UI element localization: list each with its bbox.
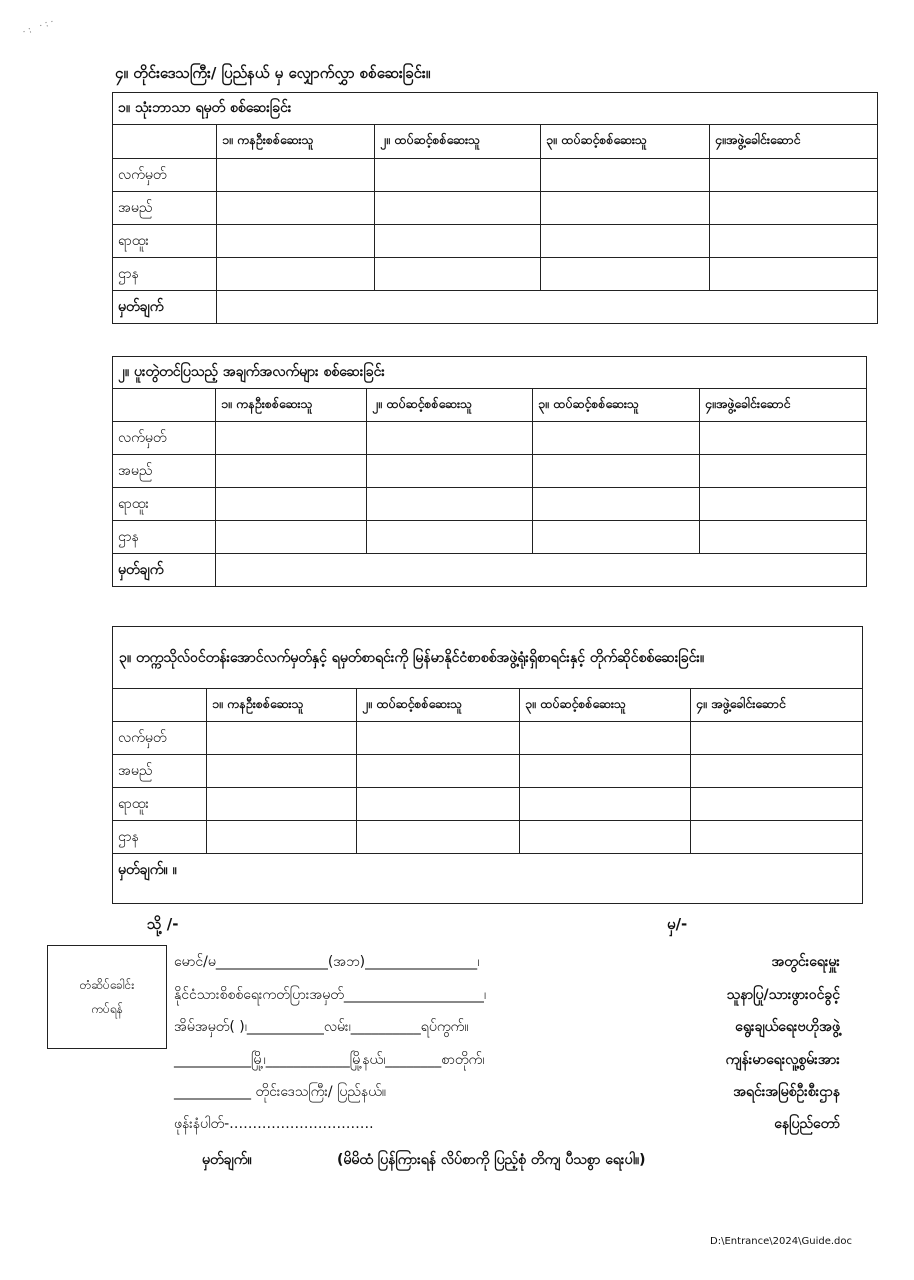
department-cell[interactable]	[533, 521, 700, 554]
row-label-department: ဌာန	[113, 521, 216, 554]
stamp-box-line: တံဆိပ်ခေါင်း	[79, 978, 135, 992]
col-header-team-leader: ၄။အဖွဲ့ခေါင်းဆောင်	[710, 125, 878, 159]
col-header-third-checker: ၃။ ထပ်ဆင့်စစ်ဆေးသူ	[520, 689, 691, 722]
position-cell[interactable]	[217, 225, 375, 258]
remarks-label: မှတ်ချက်။ ။	[118, 862, 177, 878]
position-cell[interactable]	[216, 488, 367, 521]
row-label-signature: လက်မှတ်	[113, 422, 216, 455]
row-label-position: ရာထူး	[113, 225, 217, 258]
footer-file-path: D:\Entrance\2024\Guide.doc	[710, 1236, 852, 1247]
col-header-team-leader: ၄။အဖွဲ့ခေါင်းဆောင်	[700, 389, 867, 422]
signature-cell[interactable]	[541, 159, 710, 192]
address-line-phone[interactable]: ဖုန်းနံပါတ်-………………………….	[174, 1116, 374, 1132]
signature-cell[interactable]	[375, 159, 541, 192]
position-cell[interactable]	[520, 788, 691, 821]
position-cell[interactable]	[700, 488, 867, 521]
header-blank-cell	[113, 689, 207, 722]
section-2-caption: ၂။ ပူးတွဲတင်ပြသည့် အချက်အလက်များ စစ်ဆေးခြင်း	[113, 357, 867, 389]
department-cell[interactable]	[710, 258, 878, 291]
recipient-line: သူနာပြု/သားဖွားဝင်ခွင့်	[726, 987, 840, 1003]
signature-cell[interactable]	[700, 422, 867, 455]
position-cell[interactable]	[207, 788, 357, 821]
name-cell[interactable]	[533, 455, 700, 488]
position-cell[interactable]	[691, 788, 863, 821]
department-cell[interactable]	[700, 521, 867, 554]
to-label: သို့ /-	[147, 915, 179, 933]
name-cell[interactable]	[710, 192, 878, 225]
name-cell[interactable]	[207, 755, 357, 788]
name-cell[interactable]	[367, 455, 533, 488]
stamp-box	[47, 945, 167, 1049]
department-cell[interactable]	[216, 521, 367, 554]
section-3-caption: ၃။ တက္ကသိုလ်ဝင်တန်းအောင်လက်မှတ်နှင့် ရမှတ်စာရင်းကို မြန်မာနိုင်ငံစာစစ်အဖွဲ့ရုံးရှိစာရင်းနှင့် တိုက်ဆိုင်စစ်ဆေးခြင်း။	[113, 627, 863, 689]
row-label-department: ဌာန	[113, 258, 217, 291]
signature-cell[interactable]	[533, 422, 700, 455]
row-label-name: အမည်	[113, 455, 216, 488]
department-cell[interactable]	[541, 258, 710, 291]
remarks-label: မှတ်ချက်	[113, 291, 217, 324]
recipient-line: အတွင်းရေးမှူး	[771, 954, 840, 970]
address-line-house[interactable]: အိမ်အမှတ်( )၊___________လမ်း၊__________ရပ်ကွက်။	[174, 1019, 469, 1035]
signature-cell[interactable]	[367, 422, 533, 455]
col-header-initial-checker: ၁။ ကနဦးစစ်ဆေးသူ	[216, 389, 367, 422]
page-title: ၄။ တိုင်းဒေသကြီး/ ပြည်နယ် မှ လျှောက်လွှာ စစ်ဆေးခြင်း။	[115, 64, 431, 82]
department-cell[interactable]	[207, 821, 357, 854]
signature-cell[interactable]	[691, 722, 863, 755]
section-1-table	[112, 92, 878, 324]
position-cell[interactable]	[533, 488, 700, 521]
col-header-second-checker: ၂။ ထပ်ဆင့်စစ်ဆေးသူ	[367, 389, 533, 422]
remarks-cell[interactable]	[113, 854, 863, 904]
name-cell[interactable]	[375, 192, 541, 225]
name-cell[interactable]	[216, 455, 367, 488]
signature-cell[interactable]	[217, 159, 375, 192]
col-header-third-checker: ၃။ ထပ်ဆင့်စစ်ဆေးသူ	[541, 125, 710, 159]
department-cell[interactable]	[367, 521, 533, 554]
signature-cell[interactable]	[207, 722, 357, 755]
section-1-caption: ၁။ သုံးဘာသာ ရမှတ် စစ်ဆေးခြင်း	[113, 93, 878, 125]
bottom-remark-label: မှတ်ချက်။	[202, 1152, 252, 1168]
row-label-name: အမည်	[113, 192, 217, 225]
position-cell[interactable]	[710, 225, 878, 258]
row-label-position: ရာထူး	[113, 488, 216, 521]
recipient-line: နေပြည်တော်	[774, 1116, 840, 1132]
section-2-table	[112, 356, 867, 587]
col-header-initial-checker: ၁။ ကနဦးစစ်ဆေးသူ	[217, 125, 375, 159]
signature-cell[interactable]	[520, 722, 691, 755]
bottom-remark-text: (မိမိထံ ပြန်ကြားရန် လိပ်စာကို ပြည့်စုံ တိကျ ပီသစွာ ရေးပါ။)	[337, 1152, 646, 1168]
signature-cell[interactable]	[710, 159, 878, 192]
name-cell[interactable]	[541, 192, 710, 225]
name-cell[interactable]	[217, 192, 375, 225]
position-cell[interactable]	[541, 225, 710, 258]
recipient-line: ရွေးချယ်ရေးဗဟိုအဖွဲ့	[735, 1019, 840, 1035]
position-cell[interactable]	[375, 225, 541, 258]
from-label: မှ/-	[667, 915, 688, 933]
col-header-second-checker: ၂။ ထပ်ဆင့်စစ်ဆေးသူ	[375, 125, 541, 159]
address-line-nrc[interactable]: နိုင်ငံသားစိစစ်ရေးကတ်ပြားအမှတ်____________________၊	[174, 987, 487, 1003]
header-blank-cell	[113, 125, 217, 159]
scan-specks: ·: ·:·	[21, 16, 59, 38]
department-cell[interactable]	[520, 821, 691, 854]
row-label-signature: လက်မှတ်	[113, 159, 217, 192]
department-cell[interactable]	[357, 821, 520, 854]
row-label-name: အမည်	[113, 755, 207, 788]
address-line-town[interactable]: ___________မြို့၊____________မြို့နယ်၊________စာတိုက်၊	[174, 1052, 485, 1068]
signature-cell[interactable]	[216, 422, 367, 455]
position-cell[interactable]	[357, 788, 520, 821]
col-header-team-leader: ၄။ အဖွဲ့ခေါင်းဆောင်	[691, 689, 863, 722]
col-header-initial-checker: ၁။ ကနဦးစစ်ဆေးသူ	[207, 689, 357, 722]
name-cell[interactable]	[357, 755, 520, 788]
section-3-table	[112, 626, 863, 904]
name-cell[interactable]	[691, 755, 863, 788]
col-header-third-checker: ၃။ ထပ်ဆင့်စစ်ဆေးသူ	[533, 389, 700, 422]
remarks-cell[interactable]	[216, 554, 867, 587]
department-cell[interactable]	[217, 258, 375, 291]
department-cell[interactable]	[375, 258, 541, 291]
department-cell[interactable]	[691, 821, 863, 854]
row-label-signature: လက်မှတ်	[113, 722, 207, 755]
header-blank-cell	[113, 389, 216, 422]
stamp-box-line: ကပ်ရန်	[91, 1002, 123, 1016]
remarks-label: မှတ်ချက်	[113, 554, 216, 587]
address-line-name[interactable]: မောင်/မ________________(အဘ)________________၊	[174, 954, 480, 970]
position-cell[interactable]	[367, 488, 533, 521]
row-label-department: ဌာန	[113, 821, 207, 854]
row-label-position: ရာထူး	[113, 788, 207, 821]
address-line-region[interactable]: ___________ တိုင်းဒေသကြီး/ ပြည်နယ်။	[174, 1084, 387, 1100]
recipient-line: အရင်းအမြစ်ဦးစီးဌာန	[733, 1084, 840, 1100]
name-cell[interactable]	[700, 455, 867, 488]
signature-cell[interactable]	[357, 722, 520, 755]
remarks-cell[interactable]	[217, 291, 878, 324]
name-cell[interactable]	[520, 755, 691, 788]
col-header-second-checker: ၂။ ထပ်ဆင့်စစ်ဆေးသူ	[357, 689, 520, 722]
recipient-line: ကျန်းမာရေးလူ့စွမ်းအား	[725, 1052, 840, 1068]
